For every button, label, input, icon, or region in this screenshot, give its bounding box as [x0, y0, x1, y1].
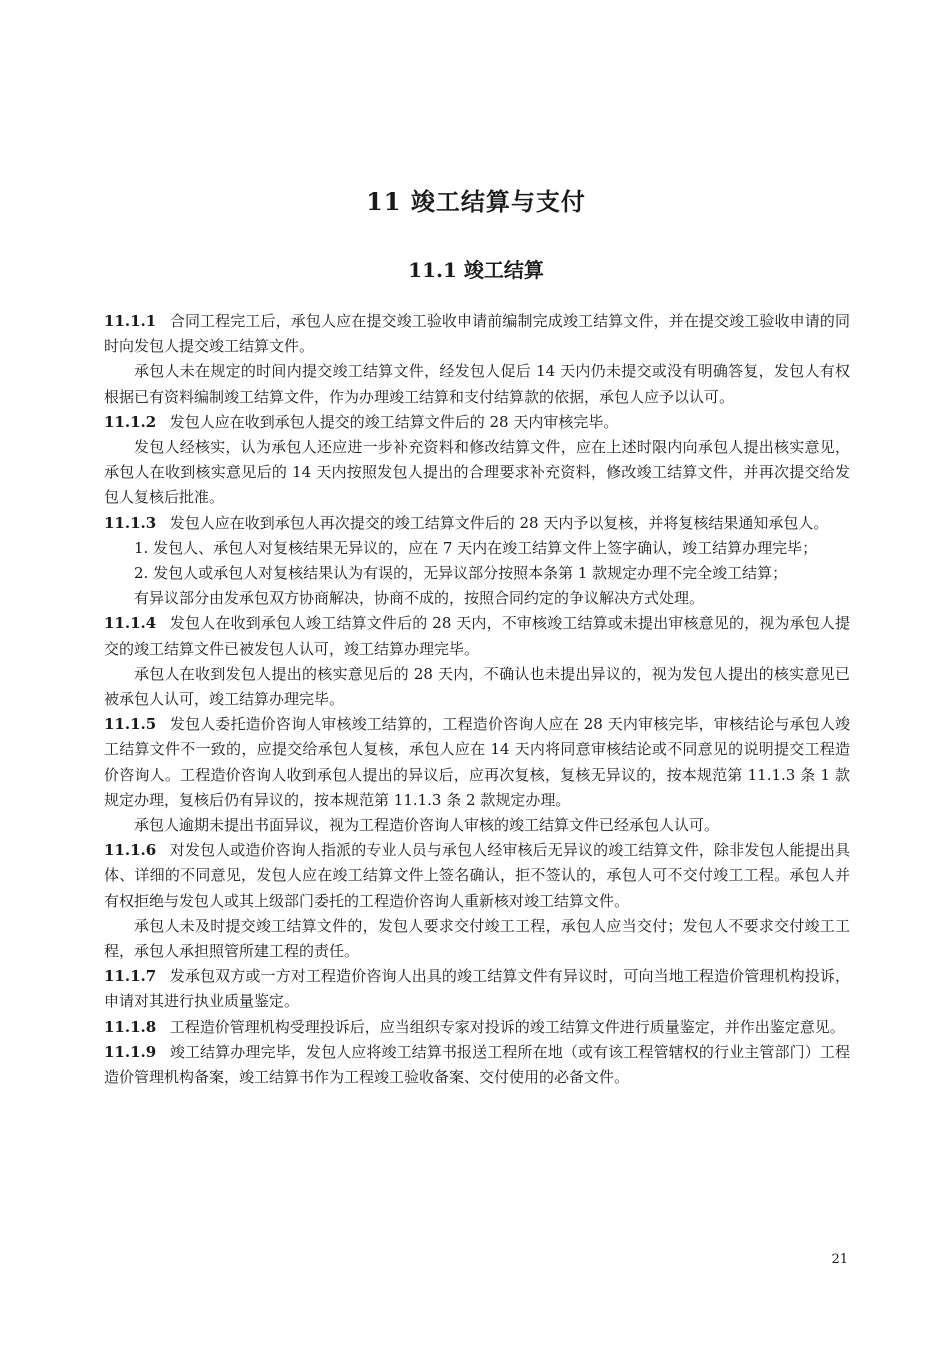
paragraph-text: 承包人在收到发包人提出的核实意见后的 28 天内，不确认也未提出异议的，视为发包人提出的核实意见已被承包人认可，竣工结算办理完毕。	[104, 664, 850, 709]
page-number: 21	[831, 1252, 848, 1267]
paragraph	[104, 586, 850, 611]
paragraph-text: 合同工程完工后，承包人应在提交竣工验收申请前编制完成竣工结算文件，并在提交竣工验收申请的同时向发包人提交竣工结算文件。	[104, 312, 850, 356]
section-body	[104, 309, 850, 1090]
clause-number: 11.1.4	[104, 614, 157, 633]
clause-number: 11.1.5	[104, 715, 157, 734]
paragraph-text: 发包人经核实，认为承包人还应进一步补充资料和修改结算文件，应在上述时限内向承包人提出核实意见，承包人在收到核实意见后的 14 天内按照发包人提出的合理要求补充资料，修改竣工结算文件，并再次提交给发包人复核后批准。	[104, 438, 850, 507]
clause-paragraph	[104, 838, 850, 914]
clause-number: 11.1.3	[104, 513, 157, 532]
paragraph-text: 发包人在收到承包人竣工结算文件后的 28 天内，不审核竣工结算或未提出审核意见的，视为承包人提交的竣工结算文件已被发包人认可，竣工结算办理完毕。	[104, 614, 850, 658]
clause-number: 11.1.7	[104, 967, 157, 986]
chapter-title: 11 竣工结算与支付	[366, 187, 586, 216]
paragraph-text: 发包人应在收到承包人再次提交的竣工结算文件后的 28 天内予以复核，并将复核结果通知承包人。	[169, 513, 829, 532]
paragraph	[104, 813, 850, 838]
paragraph-text: 对发包人或造价咨询人指派的专业人员与承包人经审核后无异议的竣工结算文件，除非发包人能提出具体、详细的不同意见，发包人应在竣工结算文件上签名确认，拒不签认的，承包人可不交付竣工工程。承包人并有权拒绝与发包人或其上级部门委托的工程造价咨询人重新核对竣工结算文件。	[104, 841, 850, 910]
paragraph-text: 1. 发包人、承包人对复核结果无异议的，应在 7 天内在竣工结算文件上签字确认，竣工结算办理完毕；	[134, 538, 818, 557]
paragraph-text: 发承包双方或一方对工程造价咨询人出具的竣工结算文件有异议时，可向当地工程造价管理机构投诉，申请对其进行执业质量鉴定。	[104, 967, 850, 1011]
clause-paragraph	[104, 1015, 850, 1040]
clause-number: 11.1.2	[104, 412, 157, 431]
paragraph-text: 承包人未在规定的时间内提交竣工结算文件，经发包人促后 14 天内仍未提交或没有明确答复，发包人有权根据已有资料编制竣工结算文件，作为办理竣工结算和支付结算款的依据，承包人应予以认可。	[104, 362, 850, 406]
paragraph-text: 发包人委托造价咨询人审核竣工结算的，工程造价咨询人应在 28 天内审核完毕，审核结论与承包人竣工结算文件不一致的，应提交给承包人复核，承包人应在 14 天内将同意审核结论或不同意见的说明提交工程造价咨询人。工程造价咨询人收到承包人提出的异议后，应再次复核，复核无异议的，按本规范第 11.1.3 条 1 款规定办理，复核后仍有异议的，按本规范第 11.1.3 条 2 款规定办理。	[104, 715, 850, 809]
section-title: 11.1 竣工结算	[408, 258, 544, 282]
clause-number: 11.1.8	[104, 1017, 157, 1036]
clause-number: 11.1.9	[104, 1042, 157, 1061]
paragraph	[104, 662, 850, 712]
list-item	[104, 536, 850, 561]
clause-paragraph	[104, 611, 850, 661]
paragraph-text: 承包人未及时提交竣工结算文件的，发包人要求交付竣工工程，承包人应当交付；发包人不要求交付竣工工程，承包人承担照管所建工程的责任。	[104, 916, 850, 961]
clause-paragraph	[104, 1040, 850, 1090]
clause-paragraph	[104, 410, 850, 435]
paragraph	[104, 359, 850, 409]
clause-paragraph	[104, 712, 850, 813]
list-item	[104, 561, 850, 586]
paragraph	[104, 914, 850, 964]
paragraph-text: 发包人应在收到承包人提交的竣工结算文件后的 28 天内审核完毕。	[169, 412, 619, 431]
paragraph-text: 工程造价管理机构受理投诉后，应当组织专家对投诉的竣工结算文件进行质量鉴定，并作出鉴定意见。	[169, 1017, 845, 1036]
paragraph-text: 竣工结算办理完毕，发包人应将竣工结算书报送工程所在地（或有该工程管辖权的行业主管部门）工程造价管理机构备案，竣工结算书作为工程竣工验收备案、交付使用的必备文件。	[104, 1042, 850, 1087]
paragraph-text: 有异议部分由发承包双方协商解决，协商不成的，按照合同约定的争议解决方式处理。	[134, 589, 705, 608]
paragraph-text: 承包人逾期未提出书面异议，视为工程造价咨询人审核的竣工结算文件已经承包人认可。	[134, 816, 720, 835]
clause-paragraph	[104, 964, 850, 1014]
paragraph	[104, 435, 850, 511]
paragraph-text: 2. 发包人或承包人对复核结果认为有误的，无异议部分按照本条第 1 款规定办理不完全竣工结算；	[134, 564, 788, 583]
clause-paragraph	[104, 511, 850, 536]
clause-number: 11.1.1	[104, 312, 157, 330]
clause-paragraph	[104, 309, 850, 359]
clause-number: 11.1.6	[104, 841, 157, 860]
